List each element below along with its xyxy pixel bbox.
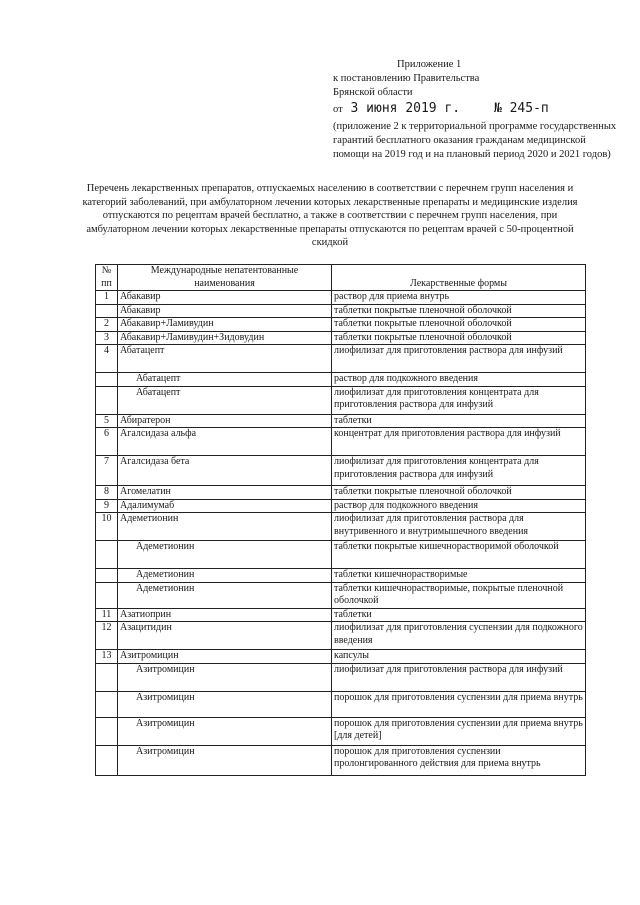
row-number: 2 (96, 318, 118, 332)
table-row (96, 691, 586, 717)
row-number (96, 582, 118, 608)
table-row (96, 386, 586, 414)
row-number (96, 745, 118, 775)
row-number: 10 (96, 513, 118, 541)
appendix-number: № 245-п (493, 101, 549, 116)
table-row (96, 318, 586, 332)
inn-name: Абатацепт (118, 386, 332, 414)
table-row (96, 499, 586, 513)
appendix-note: (приложение 2 к территориальной программе государственных гарантий бесплатного оказания гражданам медицинской помощи на 2019 год и на плановый период 2020 и 2021 годов) (333, 121, 617, 160)
row-number: 7 (96, 456, 118, 486)
header-no: № пп (96, 265, 118, 291)
inn-name: Азитромицин (118, 745, 332, 775)
dosage-form: раствор для приема внутрь (332, 291, 586, 305)
row-number: 12 (96, 622, 118, 650)
table-row (96, 373, 586, 387)
table-row (96, 608, 586, 622)
inn-name: Адеметионин (118, 541, 332, 569)
dosage-form: таблетки (332, 414, 586, 428)
table-row (96, 541, 586, 569)
table-row (96, 622, 586, 650)
table-row (96, 663, 586, 691)
inn-name: Адеметионин (118, 582, 332, 608)
table-row (96, 745, 586, 775)
inn-name: Агалсидаза альфа (118, 428, 332, 456)
row-number (96, 691, 118, 717)
row-number: 11 (96, 608, 118, 622)
row-number: 6 (96, 428, 118, 456)
dosage-form: таблетки кишечнорастворимые, покрытые пленочной оболочкой (332, 582, 586, 608)
table-row (96, 513, 586, 541)
appendix-resolution: к постановлению Правительства (333, 73, 480, 84)
inn-name: Азатиоприн (118, 608, 332, 622)
table-row (96, 486, 586, 500)
inn-name: Абакавир+Ламивудин (118, 318, 332, 332)
dosage-form: лиофилизат для приготовления раствора для внутривенного и внутримышечного введения (332, 513, 586, 541)
dosage-form: таблетки покрытые пленочной оболочкой (332, 318, 586, 332)
dosage-form: капсулы (332, 650, 586, 664)
appendix-title: Приложение 1 (397, 59, 462, 70)
row-number (96, 373, 118, 387)
dosage-form: порошок для приготовления суспензии пролонгированного действия для приема внутрь (332, 745, 586, 775)
dosage-form: лиофилизат для приготовления раствора для инфузий (332, 345, 586, 373)
appendix-date: 3 июня 2019 г. (350, 101, 461, 116)
inn-name: Абакавир (118, 291, 332, 305)
dosage-form: таблетки покрытые пленочной оболочкой (332, 304, 586, 318)
row-number (96, 304, 118, 318)
dosage-form: порошок для приготовления суспензии для приема внутрь [для детей] (332, 717, 586, 745)
table-row (96, 582, 586, 608)
table-header-row (96, 265, 586, 291)
row-number: 1 (96, 291, 118, 305)
dosage-form: таблетки покрытые пленочной оболочкой (332, 486, 586, 500)
appendix-date-line (333, 101, 623, 118)
medications-table (95, 264, 586, 776)
table-row (96, 650, 586, 664)
inn-name: Агалсидаза бета (118, 456, 332, 486)
table-row (96, 428, 586, 456)
table-row (96, 331, 586, 345)
inn-name: Азитромицин (118, 663, 332, 691)
list-heading: Перечень лекарственных препаратов, отпускаемых населению в соответствии с перечнем групп населения и категорий заболеваний, при амбулаторном лечении которых лекарственные препараты и медицинские изделия отпускаются по рецептам врачей бесплатно, а также в соответствии с перечнем групп населения, при амбулаторном лечении которых лекарственные препараты отпускаются по рецептам врачей с 50-процентной скидкой (82, 183, 578, 249)
row-number: 8 (96, 486, 118, 500)
header-name: Международные непатентованные наименования (118, 265, 332, 291)
row-number: 5 (96, 414, 118, 428)
inn-name: Абатацепт (118, 373, 332, 387)
row-number (96, 541, 118, 569)
inn-name: Азитромицин (118, 650, 332, 664)
table-row (96, 569, 586, 583)
dosage-form: лиофилизат для приготовления раствора для инфузий (332, 663, 586, 691)
dosage-form: порошок для приготовления суспензии для приема внутрь (332, 691, 586, 717)
dosage-form: раствор для подкожного введения (332, 499, 586, 513)
table-row (96, 456, 586, 486)
table-row (96, 304, 586, 318)
table-row (96, 291, 586, 305)
dosage-form: таблетки покрытые кишечнорастворимой оболочкой (332, 541, 586, 569)
inn-name: Адеметионин (118, 569, 332, 583)
table-row (96, 414, 586, 428)
dosage-form: таблетки кишечнорастворимые (332, 569, 586, 583)
dosage-form: таблетки (332, 608, 586, 622)
row-number (96, 663, 118, 691)
inn-name: Азитромицин (118, 691, 332, 717)
header-form: Лекарственные формы (332, 265, 586, 291)
inn-name: Адалимумаб (118, 499, 332, 513)
appendix-ot: от (333, 104, 343, 115)
row-number: 13 (96, 650, 118, 664)
table-row (96, 717, 586, 745)
row-number: 3 (96, 331, 118, 345)
row-number (96, 386, 118, 414)
inn-name: Агомелатин (118, 486, 332, 500)
dosage-form: раствор для подкожного введения (332, 373, 586, 387)
inn-name: Абакавир+Ламивудин+Зидовудин (118, 331, 332, 345)
table-body (96, 291, 586, 776)
row-number (96, 569, 118, 583)
inn-name: Абакавир (118, 304, 332, 318)
inn-name: Адеметионин (118, 513, 332, 541)
inn-name: Абиратерон (118, 414, 332, 428)
row-number: 4 (96, 345, 118, 373)
appendix-region: Брянской области (333, 87, 413, 98)
dosage-form: таблетки покрытые пленочной оболочкой (332, 331, 586, 345)
dosage-form: концентрат для приготовления раствора для инфузий (332, 428, 586, 456)
table-row (96, 345, 586, 373)
inn-name: Азитромицин (118, 717, 332, 745)
inn-name: Абатацепт (118, 345, 332, 373)
inn-name: Азацитидин (118, 622, 332, 650)
dosage-form: лиофилизат для приготовления концентрата для приготовления раствора для инфузий (332, 386, 586, 414)
dosage-form: лиофилизат для приготовления суспензии для подкожного введения (332, 622, 586, 650)
row-number: 9 (96, 499, 118, 513)
row-number (96, 717, 118, 745)
dosage-form: лиофилизат для приготовления концентрата для приготовления раствора для инфузий (332, 456, 586, 486)
appendix-block (333, 58, 623, 162)
